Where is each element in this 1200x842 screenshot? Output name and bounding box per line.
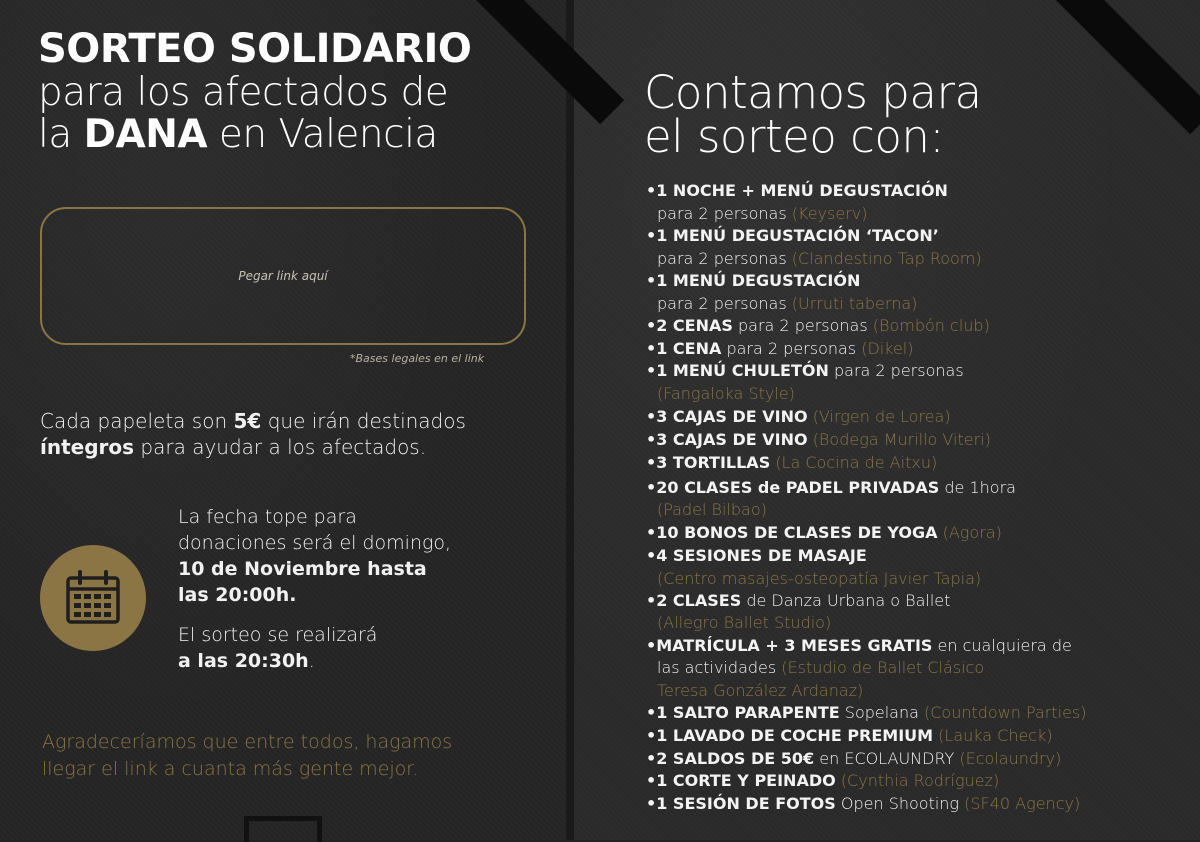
ticket-integros: íntegros (40, 435, 135, 459)
deadline-time (178, 584, 296, 606)
prize-sponsor: (Fangaloka Style) (657, 384, 795, 403)
prize-item (646, 478, 1016, 497)
footer-line-2: llegar el link a cuanta más gente mejor. (42, 758, 419, 780)
title-line-3-post: en Valencia (207, 112, 438, 157)
prize-sponsor: (Cynthia Rodríguez) (840, 771, 1000, 790)
prize-item (657, 613, 831, 632)
link-placeholder-text: Pegar link aquí (238, 269, 328, 283)
deadline-date (178, 558, 427, 580)
prize-item (657, 500, 767, 519)
calendar-badge (40, 545, 146, 651)
prize-sponsor: (Virgen de Lorea) (812, 407, 951, 426)
title-line-3-pre: la (38, 112, 84, 157)
prize-sponsor: (Ecolaundry) (959, 749, 1062, 768)
prize-item (646, 703, 1086, 722)
prize-item (646, 523, 1002, 542)
footer-line-1: Agradeceríamos que entre todos, hagamos (42, 731, 453, 753)
prize-sponsor: (Estudio de Ballet Clásico (781, 658, 985, 677)
prize-detail: para 2 personas (732, 316, 873, 335)
prize-item (646, 794, 1080, 813)
prize-name: •1 SALTO PARAPENTE (646, 703, 840, 722)
prizes-title-line-1: Contamos para (644, 66, 982, 119)
prize-name: •1 CENA (646, 339, 722, 358)
prize-sponsor: (Countdown Parties) (924, 703, 1087, 722)
prize-item (646, 749, 1061, 768)
prize-name: •3 CAJAS DE VINO (646, 407, 808, 426)
prize-item (646, 430, 991, 449)
prize-sponsor: (Allegro Ballet Studio) (657, 613, 832, 632)
deadline-time-bold: las 20:00h. (178, 584, 297, 606)
prize-detail: para 2 personas (721, 339, 862, 358)
prize-name: •20 CLASES de PADEL PRIVADAS (646, 478, 940, 497)
prize-sponsor: (Bodega Murillo Viteri) (812, 430, 991, 449)
prize-detail: para 2 personas (657, 249, 792, 268)
ticket-post: que irán destinados (261, 409, 466, 433)
prize-name: •1 MENÚ CHULETÓN (646, 361, 829, 380)
prize-item (646, 339, 913, 358)
prize-name: •2 SALDOS DE 50€ (646, 749, 815, 768)
prize-item (646, 361, 964, 380)
draw-time-bold: a las 20:30h (178, 650, 309, 672)
ticket-end: para ayudar a los afectados. (134, 435, 427, 459)
prize-item (657, 204, 867, 223)
prize-detail: de 1hora (939, 478, 1016, 497)
prize-detail: Open Shooting (835, 794, 965, 813)
prize-item (657, 681, 863, 700)
calendar-icon (63, 568, 123, 628)
prize-name: •10 BONOS DE CLASES DE YOGA (646, 523, 938, 542)
prize-sponsor: (Padel Bilbao) (657, 500, 767, 519)
ticket-price-line (40, 409, 466, 433)
title-dana: DANA (83, 112, 208, 157)
prize-item (646, 453, 937, 472)
main-title: SORTEO SOLIDARIO (38, 26, 472, 72)
title-line-3 (38, 112, 438, 157)
prize-name: •MATRÍCULA + 3 MESES GRATIS (646, 636, 933, 655)
prize-name: •2 CENAS (646, 316, 733, 335)
prize-detail: en cualquiera de (932, 636, 1072, 655)
prize-name: •1 LAVADO DE COCHE PREMIUM (646, 726, 934, 745)
prize-name: •2 CLASES (646, 591, 742, 610)
prize-sponsor: (Clandestino Tap Room) (791, 249, 982, 268)
prizes-title-line-2: el sorteo con: (644, 110, 945, 163)
prize-item (657, 658, 984, 677)
prize-item (646, 726, 1053, 745)
prize-name: •1 MENÚ DEGUSTACIÓN ‘TACON’ (646, 226, 939, 245)
draw-line-1: El sorteo se realizará (178, 624, 378, 646)
prize-sponsor: (Keyserv) (791, 204, 868, 223)
prize-name: •4 SESIONES DE MASAJE (646, 546, 867, 565)
prize-name: •1 NOCHE + MENÚ DEGUSTACIÓN (646, 181, 948, 200)
prize-item (646, 181, 948, 200)
prize-item (646, 407, 951, 426)
prize-name: •1 CORTE Y PEINADO (646, 771, 836, 790)
prize-sponsor: Teresa González Ardanaz) (657, 681, 864, 700)
prize-sponsor: (Centro masajes-osteopatía Javier Tapia) (657, 569, 982, 588)
deadline-date-bold: 10 de Noviembre hasta (178, 558, 427, 580)
prize-item (646, 591, 950, 610)
prize-detail: para 2 personas (828, 361, 964, 380)
prize-sponsor: (La Cocina de Aitxu) (775, 453, 938, 472)
prize-item (646, 271, 860, 290)
deadline-line-1: La fecha tope para (178, 506, 357, 528)
prize-detail: de Danza Urbana o Ballet (741, 591, 951, 610)
prize-item (657, 384, 795, 403)
link-placeholder-box[interactable] (40, 207, 526, 345)
prize-detail: para 2 personas (657, 204, 792, 223)
prize-item (646, 316, 990, 335)
bases-legales-note: *Bases legales en el link (350, 352, 485, 365)
prize-item (657, 294, 917, 313)
ticket-destination-line (40, 435, 426, 459)
ticket-pre: Cada papeleta son (40, 409, 234, 433)
prize-detail: las actividades (657, 658, 782, 677)
prize-name: •1 MENÚ DEGUSTACIÓN (646, 271, 861, 290)
prize-name: •3 TORTILLAS (646, 453, 771, 472)
prize-item (646, 226, 939, 245)
title-line-2: para los afectados de (38, 70, 449, 115)
prize-sponsor: (Bombón club) (872, 316, 990, 335)
panel-divider (566, 0, 574, 840)
prize-sponsor: (SF40 Agency) (964, 794, 1081, 813)
prize-sponsor: (Agora) (942, 523, 1002, 542)
bottom-logo-mark (244, 816, 322, 842)
prize-detail: Sopelana (839, 703, 925, 722)
prize-item (646, 636, 1072, 655)
prize-detail: en ECOLAUNDRY (814, 749, 960, 768)
prize-detail: para 2 personas (657, 294, 792, 313)
deadline-line-2: donaciones será el domingo, (178, 532, 452, 554)
prize-item (657, 249, 982, 268)
draw-period: . (308, 650, 315, 672)
prize-sponsor: (Dikel) (861, 339, 914, 358)
prize-item (657, 569, 981, 588)
prize-item (646, 546, 867, 565)
draw-time (178, 650, 315, 672)
prize-name: •3 CAJAS DE VINO (646, 430, 808, 449)
prize-name: •1 SESIÓN DE FOTOS (646, 794, 836, 813)
prize-sponsor: (Urruti taberna) (791, 294, 918, 313)
ticket-price: 5€ (233, 409, 262, 433)
prize-sponsor: (Lauka Check) (938, 726, 1053, 745)
prize-item (646, 771, 999, 790)
